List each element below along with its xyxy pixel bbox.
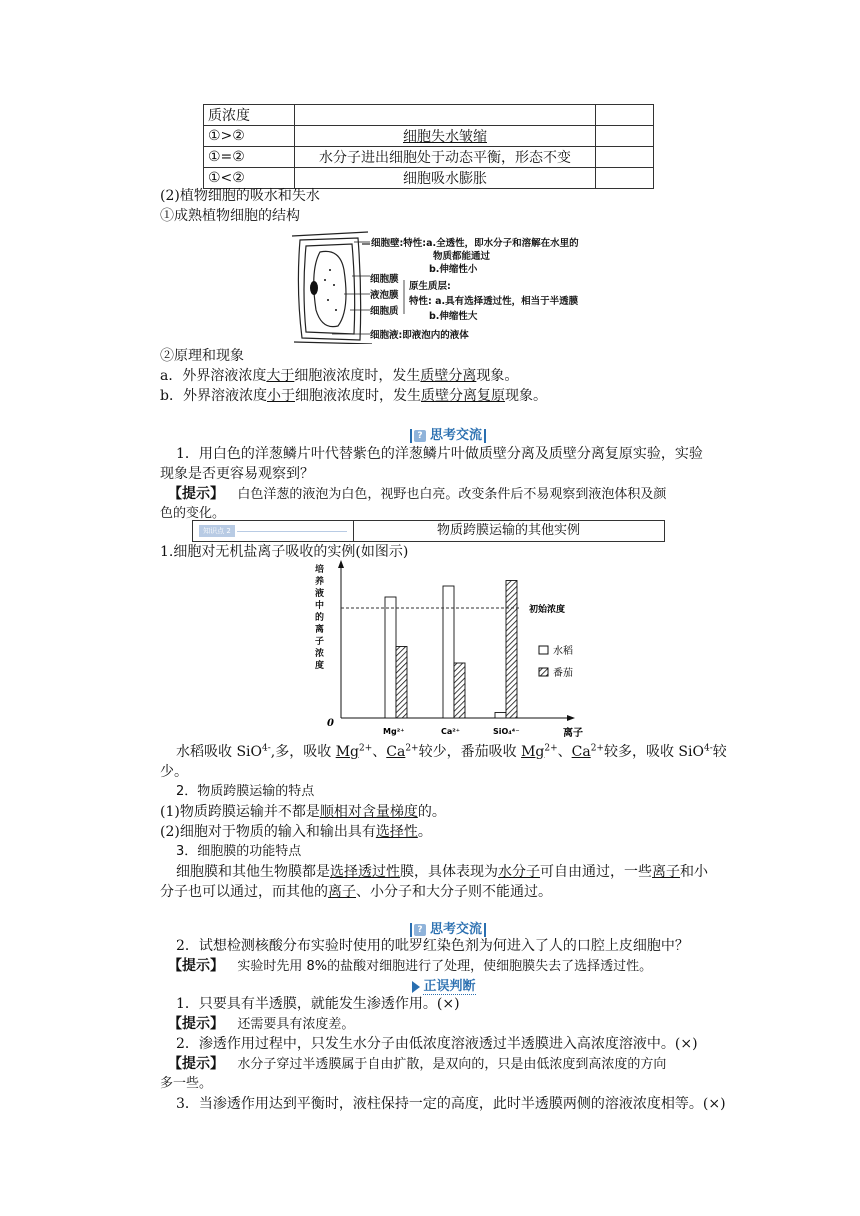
- play-arrow-icon: [412, 981, 420, 993]
- table-cell: [596, 147, 654, 168]
- plant-line-a: [160, 366, 740, 386]
- text: 水分子: [498, 864, 540, 880]
- section-header: [192, 520, 665, 542]
- y-axis-label-char: 养: [315, 577, 325, 587]
- hint-text: 水分子穿过半透膜属于自由扩散，是双向的，只是由低浓度到高浓度的方向: [237, 1057, 667, 1072]
- think1-hint: [168, 484, 748, 505]
- reference-label: 初始浓度: [529, 605, 566, 615]
- judge-3: 3．当渗透作用达到平衡时，液柱保持一定的高度，此时半透膜两侧的溶液浓度相等。(×): [176, 1096, 726, 1112]
- table-row: [204, 126, 654, 147]
- y-axis-label-char: 中: [315, 601, 325, 611]
- plant-line-b: [160, 386, 740, 406]
- bar-tomato-2: [506, 581, 517, 719]
- label-wall: 细胞壁:特性:a.全透性，即水分子和溶解在水里的: [371, 238, 579, 249]
- text: 、: [372, 744, 387, 760]
- label-cytoplasm: 细胞质: [370, 306, 399, 317]
- y-axis-label: [315, 563, 324, 671]
- think2-hint: [168, 956, 748, 977]
- y-axis-label-char: 子: [315, 637, 325, 647]
- banner-text: 正误判断: [423, 979, 476, 994]
- table-cell: [295, 105, 596, 126]
- hint-text: 还需要具有浓度差。: [237, 1017, 355, 1032]
- section2-item1: 1.细胞对无机盐离子吸收的实例(如图示): [160, 544, 409, 560]
- judge-2: 2．渗透作用过程中，只发生水分子由低浓度溶液透过半透膜进入高浓度溶液中。(×): [176, 1036, 698, 1052]
- think1-a2: 色的变化。: [160, 506, 226, 521]
- section-tag: [193, 521, 354, 541]
- y-axis-label-char: 培: [315, 565, 325, 575]
- ion-chart: [305, 560, 595, 740]
- label-membrane: 细胞膜: [370, 274, 399, 285]
- text: 可自由通过，一些: [540, 864, 652, 880]
- table-row: [204, 105, 654, 126]
- hint-label: 【提示】: [168, 1056, 224, 1072]
- bar-rice-0: [385, 597, 396, 718]
- text: 选择透过性: [330, 864, 400, 880]
- text: Mg: [335, 744, 359, 760]
- x-tick-label: Ca²⁺: [441, 727, 460, 736]
- question-icon: ?: [414, 430, 426, 442]
- y-axis-label-char: 度: [315, 661, 325, 671]
- legend: [539, 644, 573, 679]
- table-cell: ①=②: [204, 147, 295, 168]
- text: a．外界溶液浓度: [160, 368, 267, 384]
- text: 膜，具体表现为: [400, 864, 498, 880]
- y-axis-label-char: 液: [315, 589, 325, 599]
- x-axis-label: 离子: [563, 728, 583, 739]
- table-cell: 水分子进出细胞处于动态平衡，形态不变: [295, 147, 596, 168]
- p3-title: 3．细胞膜的功能特点: [176, 844, 302, 859]
- y-axis-label-char: 的: [315, 613, 325, 623]
- text: 小于: [266, 388, 295, 404]
- section-tag-label: 知识点 2: [199, 525, 235, 537]
- cell-text: 细胞失水皱缩: [403, 129, 487, 145]
- plant-sub1: ①成熟植物细胞的结构: [160, 208, 300, 224]
- think1-q1: 1．用白色的洋葱鳞片叶代替紫色的洋葱鳞片叶做质壁分离及质壁分离复原实验，实验: [176, 446, 703, 462]
- tag-underline: [237, 531, 347, 532]
- legend-swatch-rice: [539, 646, 548, 654]
- think-banner-2: [398, 918, 498, 936]
- bar-icon: [484, 923, 486, 937]
- text: 现象。: [476, 368, 519, 384]
- think1-q2: 现象是否更容易观察到？: [160, 466, 314, 482]
- origin-label: 0: [327, 718, 334, 729]
- text: 水稻吸收 SiO: [176, 744, 262, 760]
- table-cell: [295, 126, 596, 147]
- plant-heading: (2)植物细胞的吸水和失水: [160, 188, 320, 204]
- label-sap: 细胞液:即液泡内的液体: [370, 330, 469, 341]
- bar-icon: [484, 429, 486, 443]
- judge-2-a2: 多一些。: [160, 1076, 213, 1091]
- text: 较: [712, 744, 727, 760]
- question-icon: ?: [414, 924, 426, 936]
- judge-2-hint: [168, 1054, 748, 1075]
- label-protoplast: 原生质层:: [409, 281, 451, 292]
- bar-tomato-0: [396, 647, 407, 719]
- p2-1: [160, 802, 740, 822]
- text: 顺相对含量梯度: [319, 804, 418, 820]
- hint-text: 白色洋葱的液泡为白色，视野也白亮。改变条件后不易观察到液泡体积及颜: [237, 487, 667, 502]
- cell-wall: [298, 238, 360, 340]
- text: 细胞液浓度时，发生: [294, 388, 421, 404]
- hint-text: 实验时先用 8%的盐酸对细胞进行了处理，使细胞膜失去了选择透过性。: [237, 959, 653, 974]
- think-banner-1: [398, 424, 498, 442]
- text: 、小分子和大分子则不能通过。: [356, 884, 552, 900]
- chart-desc-2: 少。: [160, 764, 188, 780]
- chart-desc-1: 水稻吸收 SiO$^{4-}$,多，吸收 $Mg^{2+}$、$Ca^{2+}$较少，番茄吸收 $Mg^{2+}$、$Ca^{2+}$较多，吸收 SiO$^{4-}$较: [176, 743, 727, 760]
- label-wall3: b.伸缩性小: [429, 264, 478, 275]
- x-tick-label: Mg²⁺: [383, 727, 405, 736]
- text: 细胞液浓度时，发生: [294, 368, 421, 384]
- text: 、: [557, 744, 572, 760]
- text: 选择性: [375, 824, 418, 840]
- section-title: 物质跨膜运输的其他实例: [436, 523, 580, 538]
- label-proto-b: b.伸缩性大: [429, 311, 478, 322]
- bar-icon: [410, 923, 412, 937]
- judge-1-hint: [168, 1014, 748, 1035]
- legend-swatch-tomato: [539, 668, 548, 676]
- text: 。: [417, 824, 432, 840]
- text: 的。: [417, 804, 446, 820]
- text: 细胞膜和其他生物膜都是: [176, 864, 330, 880]
- bar-icon: [410, 429, 412, 443]
- text: Ca: [386, 744, 406, 760]
- osmosis-table: [203, 104, 654, 189]
- banner-text: 思考交流: [429, 428, 482, 443]
- p2-title: 2．物质跨膜运输的特点: [176, 784, 315, 799]
- text: 和小: [680, 864, 708, 880]
- text: 离子: [652, 864, 680, 880]
- text: 分子也可以通过，而其他的: [160, 884, 328, 900]
- plant-cell-diagram: [292, 230, 622, 344]
- hint-label: 【提示】: [168, 958, 224, 974]
- text: 较少，番茄吸收: [418, 744, 522, 760]
- p2-2: [160, 822, 740, 842]
- table-row: [204, 147, 654, 168]
- text: 质壁分离: [420, 368, 477, 384]
- text: 较多，吸收 SiO: [603, 744, 704, 760]
- p3-2: [160, 882, 740, 902]
- hint-label: 【提示】: [168, 486, 224, 502]
- p3-1: [176, 862, 756, 882]
- y-arrow-icon: [338, 560, 344, 568]
- judge-banner: [404, 975, 484, 994]
- table-cell: ①<②: [204, 168, 295, 189]
- label-wall2: 物质都能通过: [433, 251, 491, 262]
- text: 多，吸收: [275, 744, 336, 760]
- nucleus: [310, 281, 318, 295]
- table-cell: 质浓度: [204, 105, 295, 126]
- text: Ca: [571, 744, 591, 760]
- table-cell: [596, 126, 654, 147]
- table-cell: 细胞吸水膨胀: [295, 168, 596, 189]
- text: 大于: [266, 368, 295, 384]
- y-axis-label-char: 浓: [315, 649, 325, 659]
- label-proto-a: 特性: a.具有选择透过性，相当于半透膜: [409, 296, 579, 307]
- text: 现象。: [504, 388, 547, 404]
- label-vacuole-membrane: 液泡膜: [370, 290, 399, 301]
- table-cell: [596, 105, 654, 126]
- text: 质壁分离复原: [420, 388, 505, 404]
- bar-tomato-1: [454, 663, 465, 718]
- vacuole: [314, 251, 346, 326]
- hint-label: 【提示】: [168, 1016, 224, 1032]
- bar-rice-1: [443, 586, 454, 718]
- x-arrow-icon: [567, 715, 575, 721]
- banner-text: 思考交流: [429, 922, 482, 937]
- text: 离子: [328, 884, 356, 900]
- plant-sub2: ②原理和现象: [160, 348, 244, 364]
- text: Mg: [521, 744, 545, 760]
- legend-tomato: 番茄: [553, 668, 573, 679]
- x-tick-label: SiO₄⁴⁻: [493, 727, 520, 736]
- y-axis-label-char: 离: [315, 625, 325, 635]
- judge-1: 1．只要具有半透膜，就能发生渗透作用。(×): [176, 996, 460, 1012]
- legend-rice: 水稻: [553, 646, 573, 657]
- bar-rice-2: [495, 713, 506, 719]
- text: (2)细胞对于物质的输入和输出具有: [160, 824, 376, 840]
- think2-q: 2．试想检测核酸分布实验时使用的吡罗红染色剂为何进入了人的口腔上皮细胞中？: [176, 938, 689, 954]
- text: b．外界溶液浓度: [160, 388, 267, 404]
- table-cell: ①>②: [204, 126, 295, 147]
- text: (1)物质跨膜运输并不都是: [160, 804, 320, 820]
